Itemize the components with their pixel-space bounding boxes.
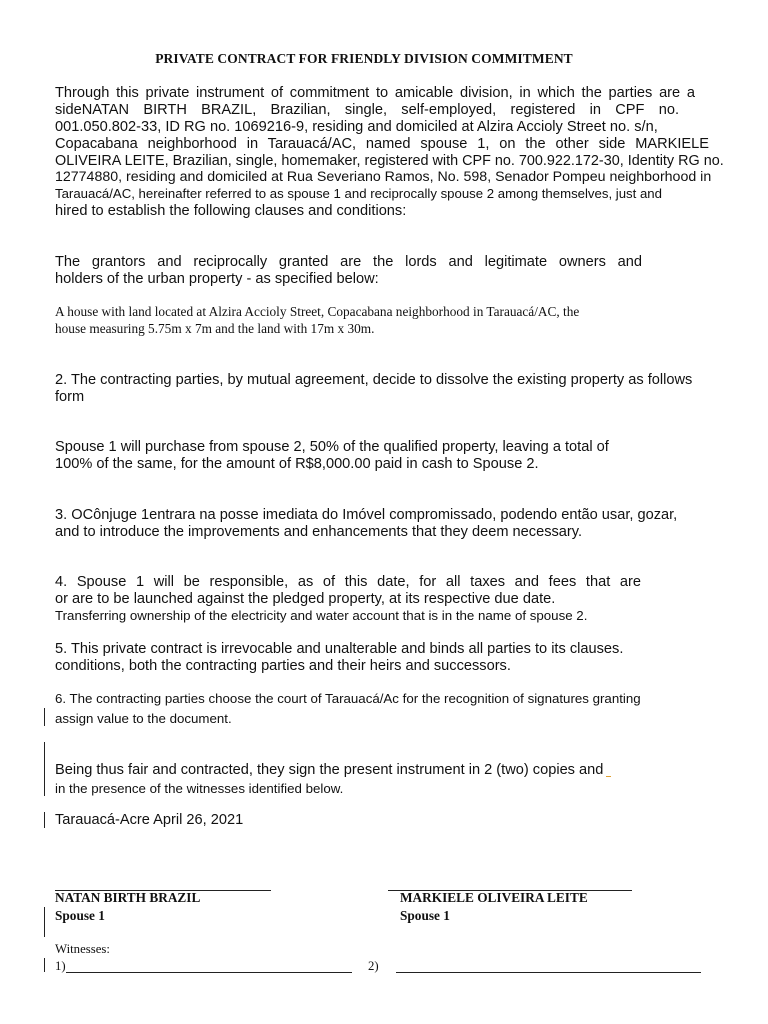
closing-text: Being thus fair and contracted, they sign the present instrument in 2 (two) copies and	[55, 762, 604, 778]
revision-mark	[606, 776, 611, 777]
witness-2-prefix: 2)	[368, 959, 379, 973]
signature-name: MARKIELE OLIVEIRA LEITE	[400, 890, 588, 905]
property-line: A house with land located at Alzira Accioly Street, Copacabana neighborhood in Tarauacá/AC, the	[55, 304, 580, 319]
clause-line: 5. This private contract is irrevocable and unalterable and binds all parties to its clauses.	[55, 641, 624, 657]
purchase-line: Spouse 1 will purchase from spouse 2, 50% of the qualified property, leaving a total of	[55, 439, 609, 455]
revision-bar	[44, 812, 45, 828]
signature-role: Spouse 1	[400, 908, 450, 923]
closing-line	[55, 762, 611, 779]
clause-line: or are to be launched against the pledged property, at its respective due date.	[55, 591, 556, 607]
intro-line: Through this private instrument of commitment to amicable division, in which the parties are a	[55, 85, 695, 101]
witness-1-line	[66, 972, 352, 973]
intro-line: 12774880, residing and domiciled at Rua Severiano Ramos, No. 598, Senador Pompeu neighborhood in	[55, 169, 712, 185]
clause-line: Transferring ownership of the electricity and water account that is in the name of spouse 2.	[55, 608, 588, 623]
witnesses-label: Witnesses:	[55, 942, 110, 956]
intro-line: 001.050.802-33, ID RG no. 1069216-9, residing and domiciled at Alzira Accioly Street no. s/n,	[55, 119, 658, 135]
revision-bar	[44, 742, 45, 796]
clause-line: The grantors and reciprocally granted are the lords and legitimate owners and	[55, 254, 642, 270]
signature-role: Spouse 1	[55, 908, 105, 923]
clause-line: 3. OCônjuge 1entrara na posse imediata do Imóvel compromissado, podendo então usar, gozar,	[55, 507, 678, 523]
clause-line: 6. The contracting parties choose the court of Tarauacá/Ac for the recognition of signatures granting	[55, 691, 641, 706]
clause-line: and to introduce the improvements and enhancements that they deem necessary.	[55, 524, 583, 540]
purchase-line: 100% of the same, for the amount of R$8,000.00 paid in cash to Spouse 2.	[55, 456, 539, 472]
clause-line: assign value to the document.	[55, 711, 232, 726]
clause-line: 2. The contracting parties, by mutual agreement, decide to dissolve the existing property as follows	[55, 372, 693, 388]
intro-line: sideNATAN BIRTH BRAZIL, Brazilian, single, self-employed, registered in CPF no.	[55, 102, 679, 118]
signature-name: NATAN BIRTH BRAZIL	[55, 890, 201, 905]
intro-line: Tarauacá/AC, hereinafter referred to as spouse 1 and reciprocally spouse 2 among themselves, just and	[55, 186, 662, 201]
revision-bar	[44, 708, 45, 726]
witness-1-prefix: 1)	[55, 959, 66, 973]
revision-bar	[44, 907, 45, 937]
document-title: PRIVATE CONTRACT FOR FRIENDLY DIVISION COMMITMENT	[155, 51, 573, 66]
clause-line: 4. Spouse 1 will be responsible, as of this date, for all taxes and fees that are	[55, 574, 641, 590]
property-line: house measuring 5.75m x 7m and the land with 17m x 30m.	[55, 321, 375, 336]
intro-line: Copacabana neighborhood in Tarauacá/AC, named spouse 1, on the other side MARKIELE	[55, 136, 709, 152]
clause-line: form	[55, 389, 85, 405]
witness-2-line	[396, 972, 701, 973]
intro-line: hired to establish the following clauses and conditions:	[55, 203, 407, 219]
place-date: Tarauacá-Acre April 26, 2021	[55, 812, 244, 828]
clause-line: holders of the urban property - as specified below:	[55, 271, 379, 287]
closing-line: in the presence of the witnesses identified below.	[55, 781, 344, 796]
intro-line: OLIVEIRA LEITE, Brazilian, single, homemaker, registered with CPF no. 700.922.172-30, Identity RG no.	[55, 153, 724, 169]
clause-line: conditions, both the contracting parties and their heirs and successors.	[55, 658, 511, 674]
revision-bar	[44, 958, 45, 972]
